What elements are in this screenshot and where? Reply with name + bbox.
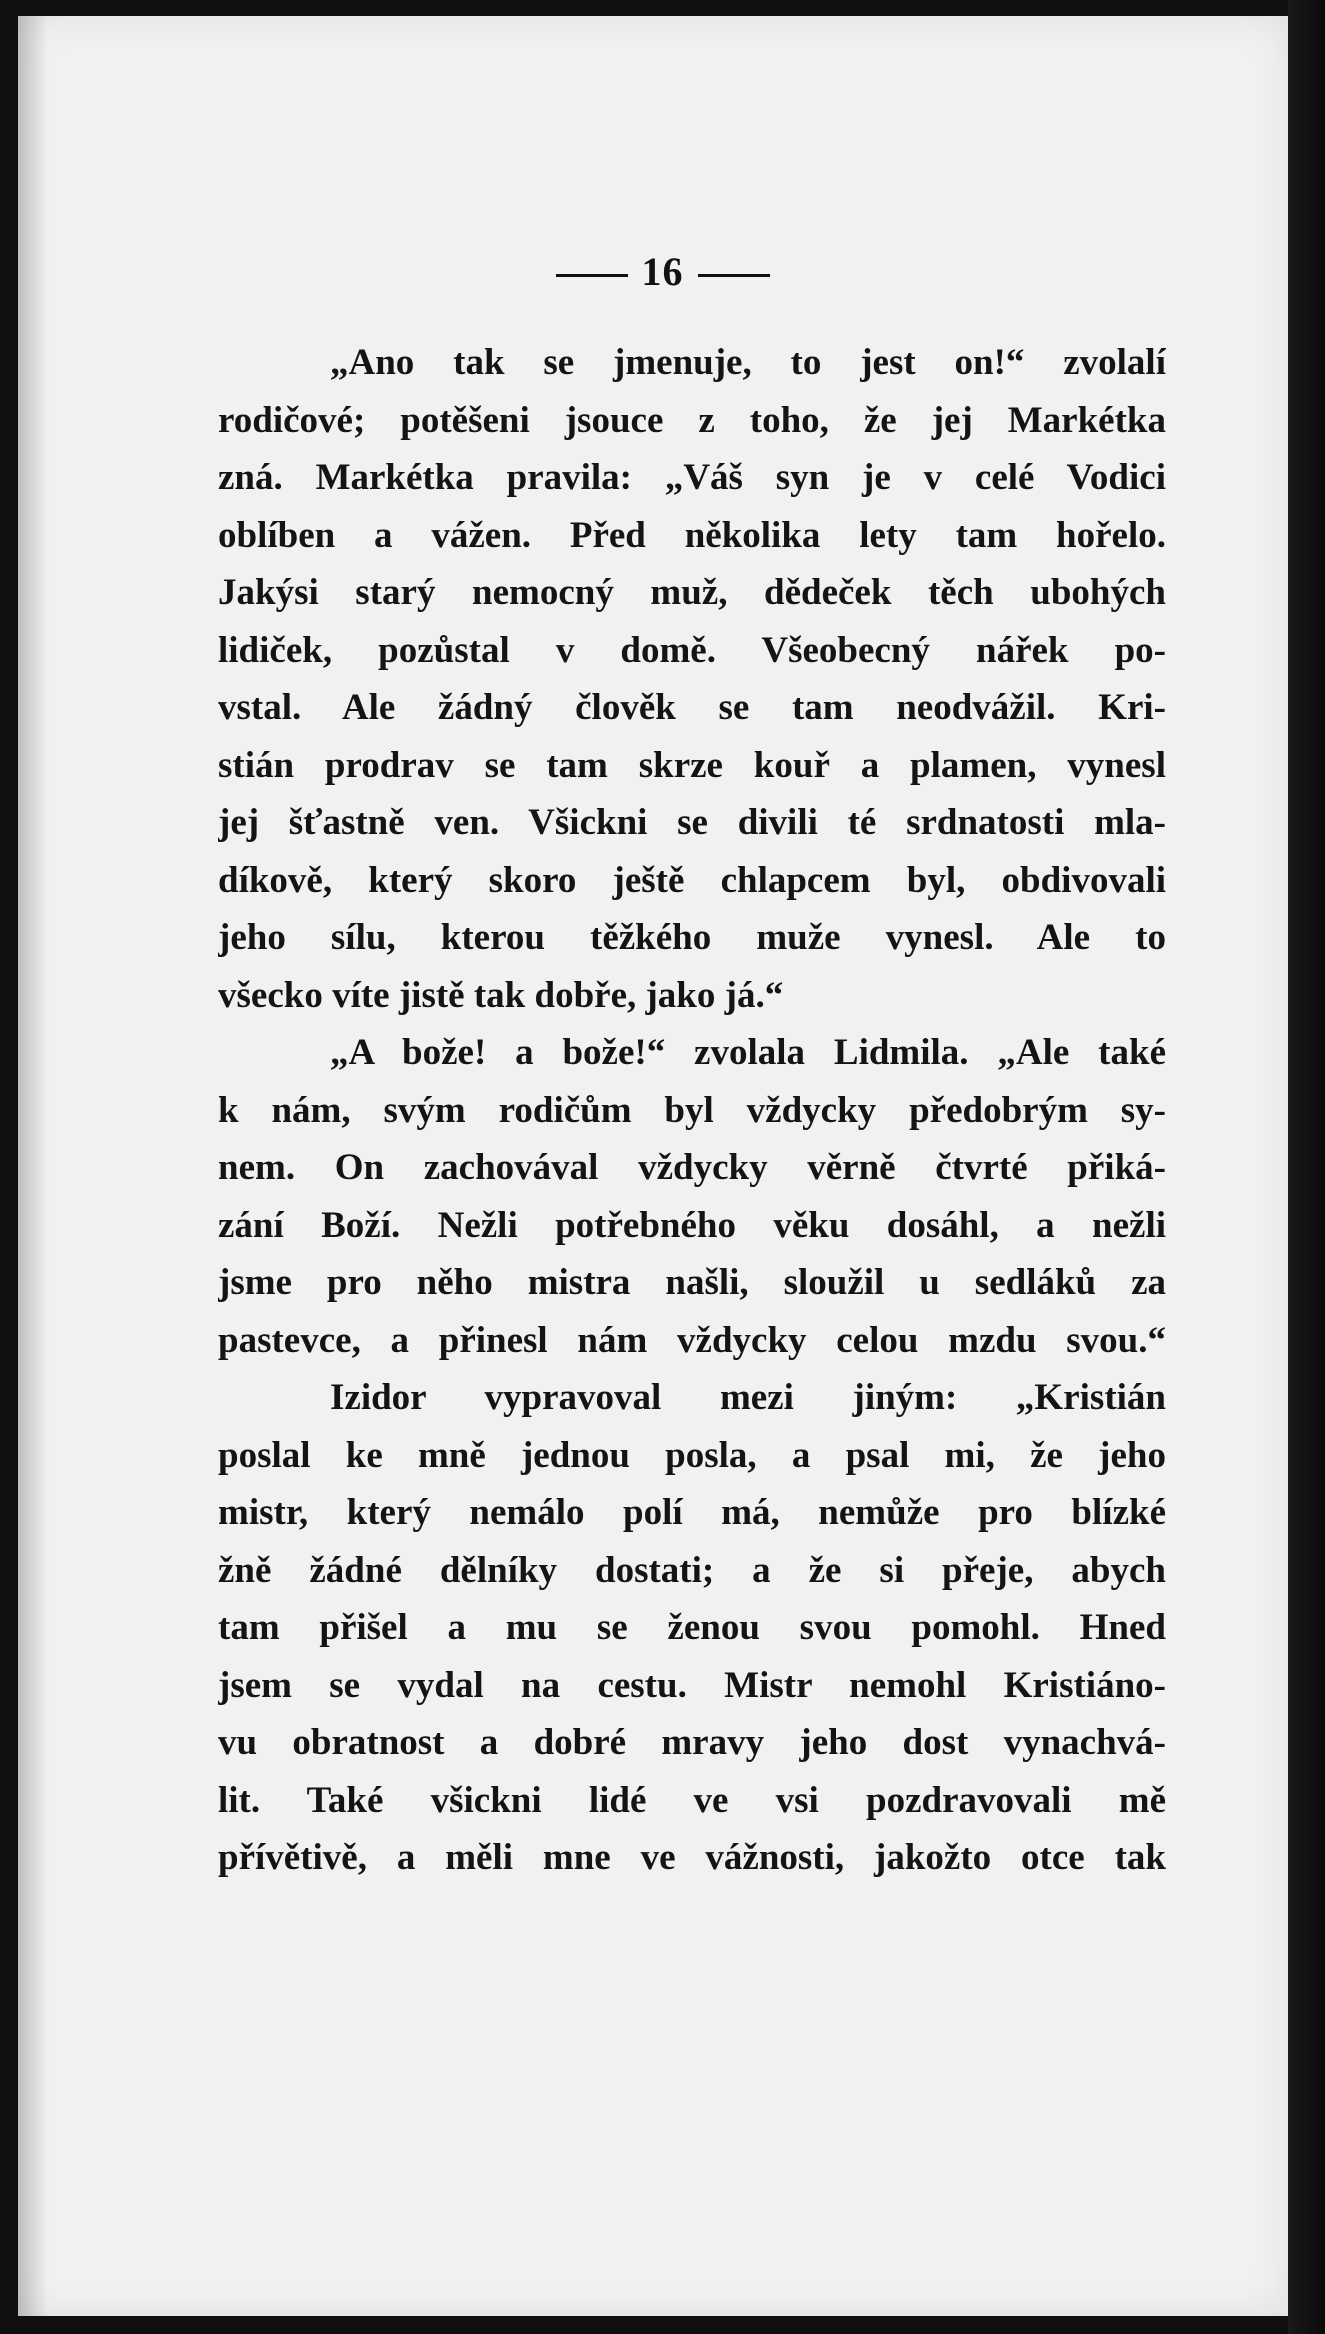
text-line: nem. On zachovával vždycky věrně čtvrté přiká-: [218, 1147, 1166, 1188]
text-line: všecko víte jistě tak dobře, jako já.“: [218, 974, 784, 1016]
text-line: „Ano tak se jmenuje, to jest on!“ zvolalí: [330, 342, 1166, 383]
text-line: Jakýsi starý nemocný muž, dědeček těch ubohých: [218, 572, 1166, 613]
text-line: zná. Markétka pravila: „Váš syn je v celé Vodici: [218, 457, 1166, 498]
text-line: k nám, svým rodičům byl vždycky předobrým sy-: [218, 1089, 1166, 1131]
text-line: oblíben a vážen. Před několika lety tam hořelo.: [218, 514, 1166, 556]
text-line: tam přišel a mu se ženou svou pomohl. Hned: [218, 1607, 1166, 1648]
text-line: zání Boží. Nežli potřebného věku dosáhl, a nežli: [218, 1204, 1166, 1246]
text-line: stián prodrav se tam skrze kouř a plamen, vynesl: [218, 744, 1166, 786]
text-line: poslal ke mně jednou posla, a psal mi, že jeho: [218, 1434, 1166, 1476]
text-line: mistr, který nemálo polí má, nemůže pro blízké: [218, 1492, 1166, 1533]
page-number: [0, 248, 1325, 295]
page-number-value: 16: [641, 249, 684, 294]
text-line: jsme pro něho mistra našli, sloužil u sedláků za: [218, 1262, 1166, 1303]
text-line: žně žádné dělníky dostati; a že si přeje, abych: [218, 1549, 1166, 1591]
text-line: díkově, který skoro ještě chlapcem byl, obdivovali: [218, 859, 1166, 901]
text-line: pastevce, a přinesl nám vždycky celou mzdu svou.“: [218, 1319, 1166, 1361]
text-line: rodičové; potěšeni jsouce z toho, že jej Markétka: [218, 399, 1166, 441]
text-line: lidiček, pozůstal v domě. Všeobecný nářek po-: [218, 629, 1166, 671]
page-right-edge: [1288, 0, 1325, 2334]
text-line: Izidor vypravoval mezi jiným: „Kristián: [330, 1377, 1166, 1418]
page-body-text: [218, 334, 1166, 1887]
text-line: „A bože! a bože!“ zvolala Lidmila. „Ale také: [330, 1032, 1166, 1073]
text-line: lit. Také všickni lidé ve vsi pozdravovali mě: [218, 1779, 1166, 1821]
text-line: jeho sílu, kterou těžkého muže vynesl. Ale to: [218, 917, 1166, 958]
text-line: jej šťastně ven. Všickni se divili té srdnatosti mla-: [218, 802, 1166, 843]
text-line: vstal. Ale žádný člověk se tam neodvážil. Kri-: [218, 687, 1166, 728]
page-number-dash-right: [698, 274, 770, 277]
text-line: vu obratnost a dobré mravy jeho dost vynachvá-: [218, 1722, 1166, 1763]
text-line: přívětivě, a měli mne ve vážnosti, jakožto otce tak: [218, 1837, 1166, 1878]
text-line: jsem se vydal na cestu. Mistr nemohl Kristiáno-: [218, 1664, 1166, 1706]
page-binding-shadow: [18, 16, 48, 2316]
page-number-dash-left: [556, 274, 628, 277]
